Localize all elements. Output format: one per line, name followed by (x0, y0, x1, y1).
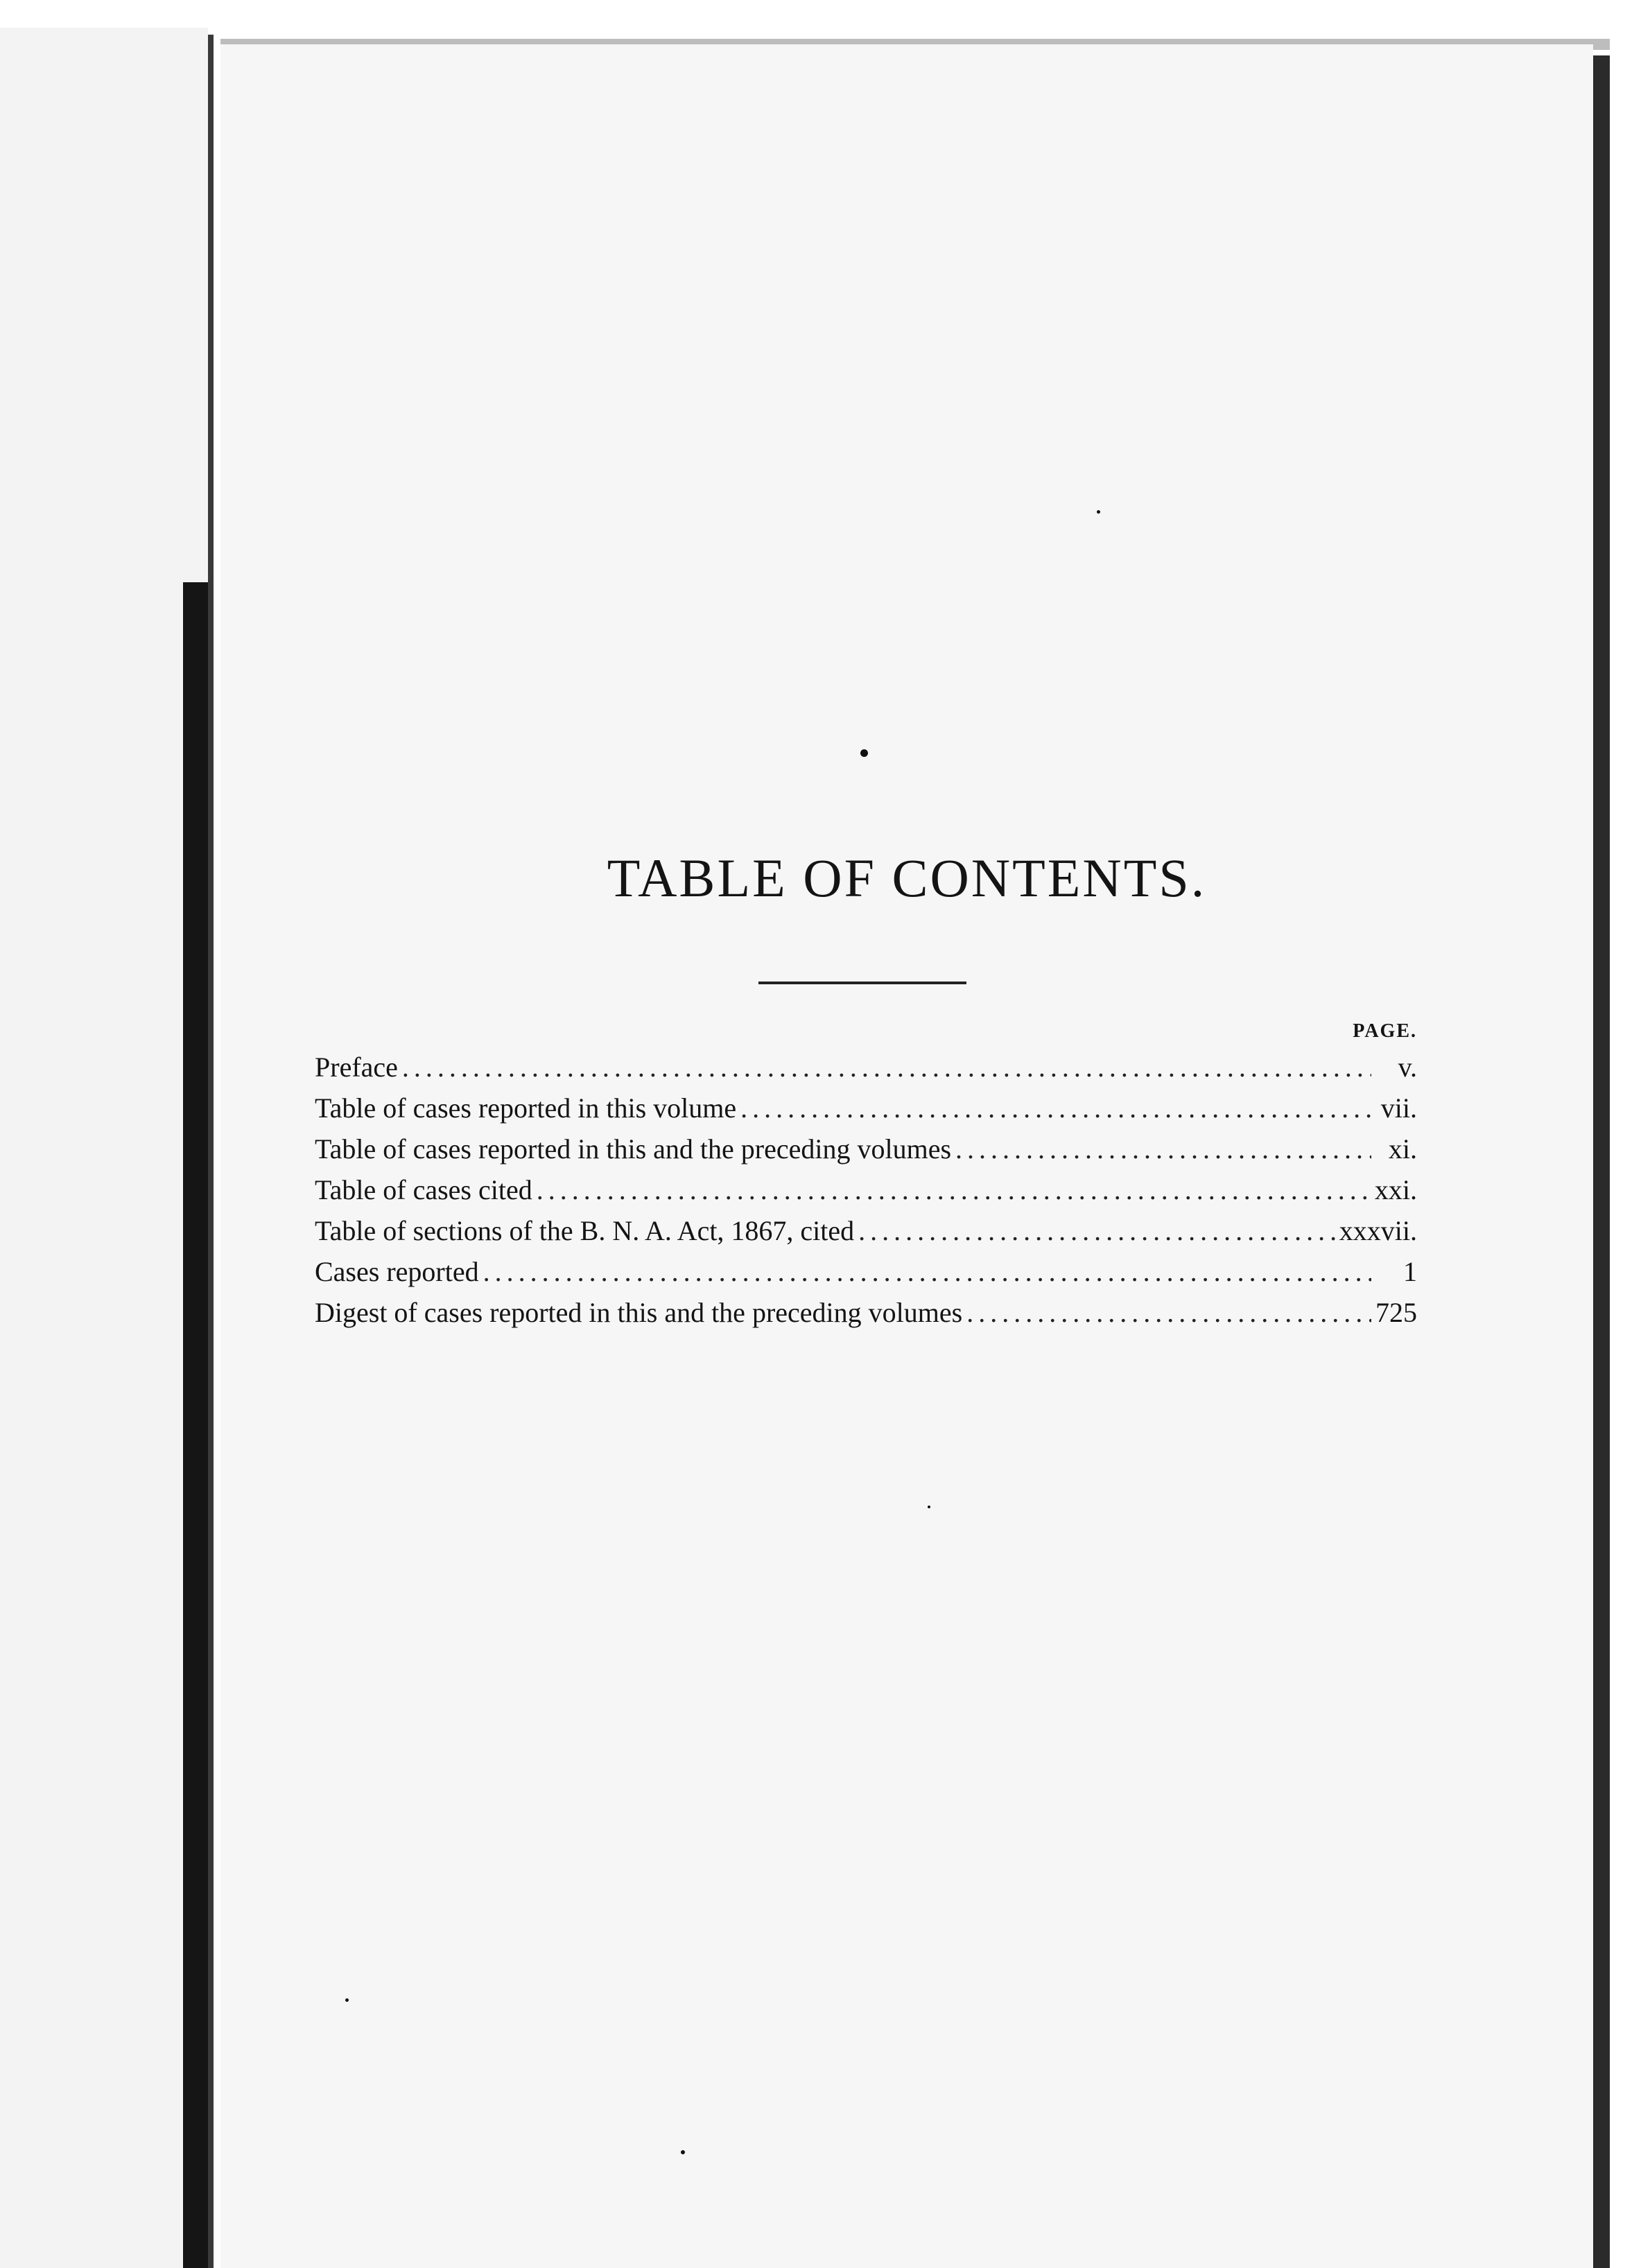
scan-speck (681, 2150, 685, 2154)
page-right-edge (1593, 55, 1610, 2268)
toc-entry-page: xxi. (1374, 1174, 1417, 1205)
toc-entry-label: Table of cases reported in this volume (315, 1092, 737, 1124)
toc-entry-label: Table of cases cited (315, 1174, 532, 1205)
toc-leader-dots (858, 1210, 1335, 1251)
scan-speck (860, 749, 868, 757)
toc-leader-dots (966, 1292, 1371, 1333)
toc-entry-cases-reported (315, 1251, 1417, 1292)
toc-leader-dots (483, 1251, 1371, 1292)
page-column-header: PAGE. (1353, 1020, 1417, 1042)
scan-speck (345, 1998, 349, 2002)
toc-entry-bna-sections (315, 1210, 1417, 1251)
toc-entry-page: xxxvii. (1339, 1215, 1417, 1246)
page-title: TABLE OF CONTENTS. (607, 848, 1207, 908)
toc-entry-label: Table of cases reported in this and the preceding volumes (315, 1133, 952, 1164)
toc-entry-label: Table of sections of the B. N. A. Act, 1867, cited (315, 1215, 855, 1246)
toc-entry-page: v. (1398, 1052, 1417, 1083)
toc-entry-label: Digest of cases reported in this and the preceding volumes (315, 1297, 963, 1328)
toc-list (315, 1047, 1417, 1333)
toc-entry-label: Cases reported (315, 1256, 479, 1287)
toc-entry-page: 1 (1403, 1256, 1417, 1287)
title-rule (758, 982, 966, 984)
book-gutter (183, 582, 208, 2268)
toc-leader-dots (740, 1088, 1371, 1128)
scan-speck (1097, 510, 1100, 514)
toc-leader-dots (402, 1047, 1371, 1088)
toc-entry-page: 725 (1375, 1297, 1417, 1328)
toc-entry-label: Preface (315, 1052, 398, 1083)
toc-entry-page: xi. (1388, 1133, 1417, 1164)
toc-entry-page: vii. (1380, 1092, 1417, 1124)
toc-entry-digest (315, 1292, 1417, 1333)
toc-entry-preface (315, 1047, 1417, 1088)
left-page-edge (208, 35, 214, 2268)
scan-speck (928, 1506, 930, 1508)
toc-entry-cases-cited (315, 1169, 1417, 1210)
table-of-contents (315, 1016, 1417, 1333)
toc-entry-cases-reported-preceding (315, 1128, 1417, 1169)
toc-entry-cases-reported-volume (315, 1088, 1417, 1128)
toc-leader-dots (955, 1128, 1371, 1169)
toc-leader-dots (537, 1169, 1371, 1210)
left-page-leaf (0, 28, 208, 2268)
